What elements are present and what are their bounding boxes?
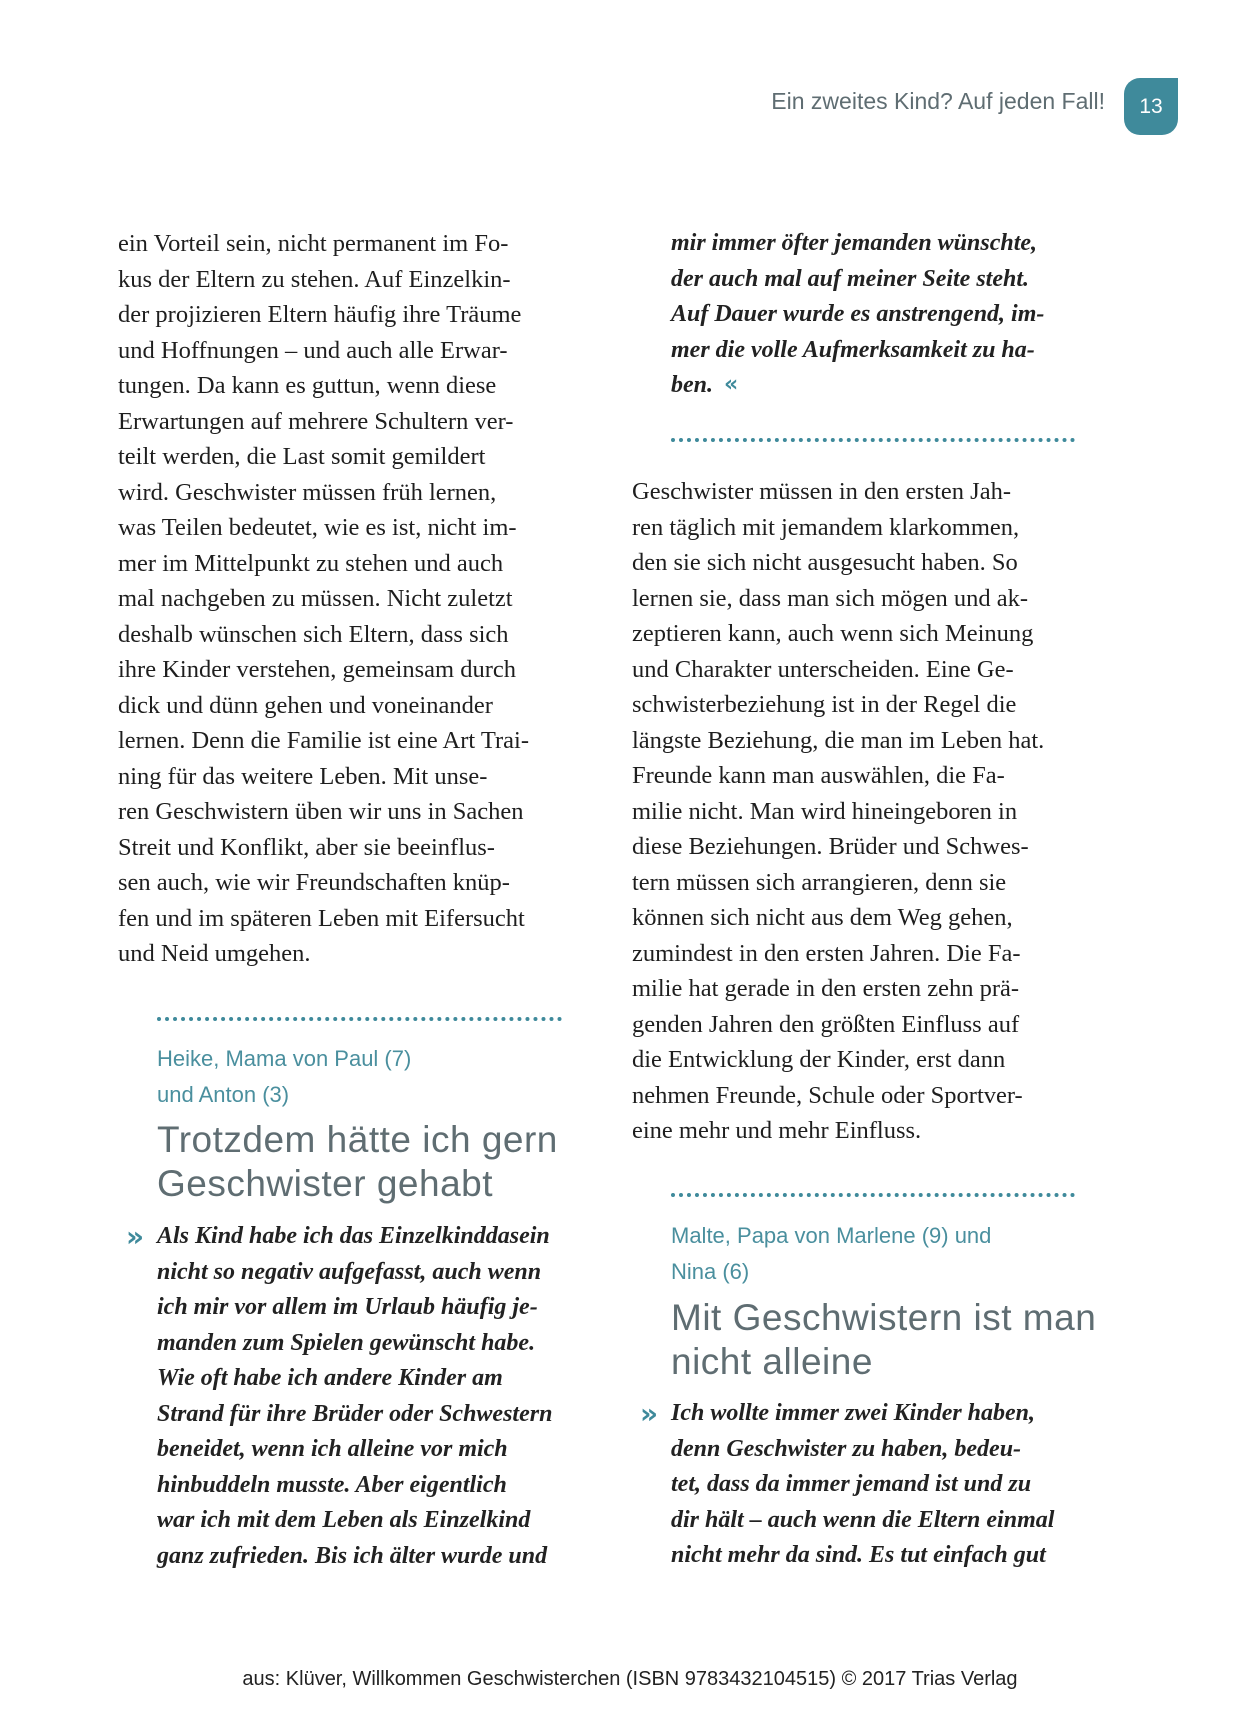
text-line: der projizieren Eltern häufig ihre Träume [118, 301, 522, 328]
left-body-text [118, 226, 529, 972]
text-line: nehmen Freunde, Schule oder Sportver- [632, 1081, 1023, 1109]
text-line: ning für das weitere Leben. Mit unse- [118, 762, 488, 790]
text-line: nicht mehr da sind. Es tut einfach gut [671, 1542, 1046, 1568]
text-line: schwisterbeziehung ist in der Regel die [632, 691, 1017, 718]
text-line: und Charakter unterscheiden. Eine Ge- [632, 655, 1014, 683]
quote-author [671, 1218, 991, 1290]
text-line: was Teilen bedeutet, wie es ist, nicht im- [118, 514, 517, 541]
text-line: wird. Geschwister müssen früh lernen, [118, 478, 497, 506]
text-line: Freunde kann man auswählen, die Fa- [632, 762, 1005, 789]
text-line: Streit und Konflikt, aber sie beeinflus- [118, 833, 495, 861]
text-line: mir immer öfter jemanden wünschte, [671, 230, 1038, 256]
text-line: Mit Geschwistern ist man [671, 1297, 1097, 1338]
copyright-footer: aus: Klüver, Willkommen Geschwisterchen (ISBN 9783432104515) © 2017 Trias Verlag [242, 1668, 1018, 1690]
text-line: kus der Eltern zu stehen. Auf Einzelkin- [118, 265, 511, 293]
page-number-badge: 13 [1124, 78, 1178, 135]
text-line: mer die volle Aufmerksamkeit zu ha- [671, 336, 1035, 363]
dotted-divider [671, 438, 1075, 442]
text-line: dir hält – auch wenn die Eltern einmal [671, 1506, 1055, 1533]
text-line: Wie oft habe ich andere Kinder am [157, 1365, 503, 1391]
dotted-divider [671, 1193, 1075, 1197]
text-line: die Entwicklung der Kinder, erst dann [632, 1046, 1006, 1073]
text-line: und Hoffnungen – und auch alle Erwar- [118, 336, 508, 364]
text-line: längste Beziehung, die man im Leben hat. [632, 726, 1045, 754]
text-line: milie nicht. Man wird hineingeboren in [632, 797, 1018, 825]
text-line: ren täglich mit jemandem klarkommen, [632, 513, 1020, 541]
text-line: tern müssen sich arrangieren, denn sie [632, 868, 1007, 896]
text-line: war ich mit dem Leben als Einzelkind [157, 1507, 531, 1533]
dotted-divider [157, 1017, 562, 1021]
text-line: können sich nicht aus dem Weg gehen, [632, 904, 1013, 931]
text-line: der auch mal auf meiner Seite steht. [671, 265, 1030, 292]
text-line: nicht so negativ aufgefasst, auch wenn [157, 1258, 542, 1285]
text-line: dick und dünn gehen und voneinander [118, 691, 493, 719]
text-line: den sie sich nicht ausgesucht haben. So [632, 549, 1018, 576]
text-line: sen auch, wie wir Freundschaften knüp- [118, 869, 510, 896]
text-line: beneidet, wenn ich alleine vor mich [157, 1436, 508, 1462]
text-line: milie hat gerade in den ersten zehn prä- [632, 975, 1020, 1002]
text-line: ben. [671, 372, 713, 398]
text-line: Trotzdem hätte ich gern [157, 1119, 558, 1160]
text-line: Geschwister müssen in den ersten Jah- [632, 478, 1011, 505]
quote-title [671, 1296, 1096, 1384]
text-line: ich mir vor allem im Urlaub häufig je- [157, 1294, 538, 1320]
text-line: Erwartungen auf mehrere Schultern ver- [118, 407, 514, 435]
text-line: mal nachgeben zu müssen. Nicht zuletzt [118, 585, 513, 612]
text-line: Nina (6) [671, 1259, 750, 1284]
quote-text [671, 1396, 1054, 1574]
quote-text [157, 1219, 552, 1574]
text-line: genden Jahren den größten Einfluss auf [632, 1010, 1020, 1038]
text-line: ihre Kinder verstehen, gemeinsam durch [118, 656, 516, 683]
text-line: mer im Mittelpunkt zu stehen und auch [118, 549, 504, 577]
quote-open-icon: » [126, 1220, 145, 1253]
text-line: manden zum Spielen gewünscht habe. [157, 1329, 536, 1356]
text-line: teilt werden, die Last somit gemildert [118, 443, 486, 470]
quote-close-icon: « [724, 372, 739, 397]
text-line: ein Vorteil sein, nicht permanent im Fo- [118, 230, 509, 257]
text-line: tungen. Da kann es guttun, wenn diese [118, 372, 497, 399]
quote-title [157, 1118, 558, 1206]
text-line: lernen. Denn die Familie ist eine Art Trai- [118, 727, 529, 754]
text-line: ren Geschwistern üben wir uns in Sachen [118, 798, 524, 825]
text-line: ganz zufrieden. Bis ich älter wurde und [157, 1542, 548, 1569]
right-body-text [632, 474, 1044, 1149]
text-line: tet, dass da immer jemand ist und zu [671, 1471, 1032, 1497]
text-line: Ich wollte immer zwei Kinder haben, [671, 1400, 1036, 1426]
text-line: denn Geschwister zu haben, bedeu- [671, 1435, 1022, 1462]
text-line: Heike, Mama von Paul (7) [157, 1046, 412, 1071]
text-line: deshalb wünschen sich Eltern, dass sich [118, 620, 509, 648]
text-line: Strand für ihre Brüder oder Schwestern [157, 1400, 553, 1427]
text-line: lernen sie, dass man sich mögen und ak- [632, 584, 1028, 612]
text-line: Geschwister gehabt [157, 1163, 494, 1204]
text-line: hinbuddeln musste. Aber eigentlich [157, 1471, 507, 1498]
text-line: Auf Dauer wurde es anstrengend, im- [671, 301, 1045, 327]
text-line: zumindest in den ersten Jahren. Die Fa- [632, 939, 1021, 967]
text-line: nicht alleine [671, 1341, 873, 1382]
running-title: Ein zweites Kind? Auf jeden Fall! [771, 88, 1105, 114]
text-line: Als Kind habe ich das Einzelkinddasein [157, 1223, 550, 1249]
text-line: Malte, Papa von Marlene (9) und [671, 1223, 992, 1248]
text-line: zeptieren kann, auch wenn sich Meinung [632, 620, 1034, 647]
text-line: fen und im späteren Leben mit Eifersucht [118, 904, 525, 932]
text-line: eine mehr und mehr Einfluss. [632, 1117, 922, 1144]
quote-open-icon: » [640, 1397, 659, 1430]
text-line: und Neid umgehen. [118, 940, 311, 967]
text-line: diese Beziehungen. Brüder und Schwes- [632, 833, 1029, 860]
quote-author [157, 1041, 411, 1113]
text-line: und Anton (3) [157, 1082, 290, 1107]
